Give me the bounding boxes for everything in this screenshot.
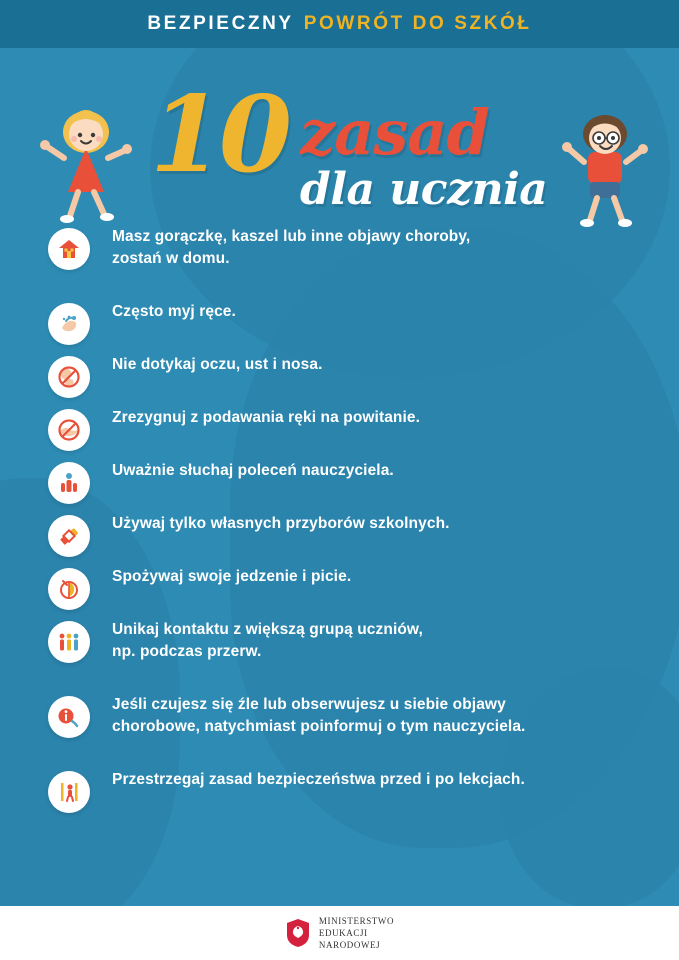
rule-line-1: Masz gorączkę, kaszel lub inne objawy choroby, — [112, 228, 471, 245]
list-item — [0, 301, 679, 351]
school-supplies-icon — [48, 515, 90, 557]
list-item-text — [112, 301, 236, 323]
list-item — [0, 769, 679, 819]
own-food-icon — [48, 568, 90, 610]
rule-line-1: Używaj tylko własnych przyborów szkolnych. — [112, 515, 450, 532]
footer — [0, 906, 679, 960]
ministry-line-1: MINISTERSTWO — [318, 915, 395, 926]
list-item — [0, 226, 679, 298]
inform-teacher-icon — [48, 696, 90, 738]
list-item — [0, 354, 679, 404]
list-item — [0, 566, 679, 616]
top-banner — [0, 0, 679, 48]
poster-body — [0, 48, 679, 906]
rule-line-1: Zrezygnuj z podawania ręki na powitanie. — [112, 409, 421, 426]
polish-eagle-crest-icon — [285, 918, 311, 948]
boy-illustration — [560, 110, 650, 235]
list-item-text — [112, 619, 423, 664]
school-supplies-item — [0, 513, 679, 563]
headline-number: 10 — [150, 72, 289, 196]
list-item-text — [112, 354, 322, 376]
banner-text-accent: POWRÓT DO SZKÓŁ — [303, 13, 532, 34]
house-icon — [48, 228, 90, 270]
headline-zasad: zasad — [300, 96, 489, 169]
ministry-name — [319, 915, 394, 951]
list-item-text — [112, 407, 420, 429]
headline-dla-ucznia: dla ucznia — [300, 164, 548, 215]
rule-line-1: Jeśli czujesz się źle lub obserwujesz u siebie objawy — [112, 696, 506, 713]
list-item-text — [112, 460, 394, 482]
rule-line-1: Uważnie słuchaj poleceń nauczyciela. — [112, 462, 394, 479]
list-item — [0, 694, 679, 766]
list-item — [0, 619, 679, 691]
rule-line-1: Przestrzegaj zasad bezpieczeństwa przed i po lekcjach. — [112, 771, 525, 788]
rules-list — [0, 226, 679, 822]
safety-rules-icon — [48, 771, 90, 813]
rule-line-1: Nie dotykaj oczu, ust i nosa. — [112, 356, 323, 373]
rule-line-2: np. podczas przerw. — [112, 643, 262, 661]
list-item-text — [112, 566, 351, 588]
list-item-text — [112, 769, 525, 791]
list-item-text — [112, 513, 450, 535]
banner-text-primary: BEZPIECZNY — [147, 13, 294, 34]
avoid-crowd-icon — [48, 621, 90, 663]
rule-line-1: Spożywaj swoje jedzenie i picie. — [112, 568, 352, 585]
list-item-text — [112, 694, 525, 739]
rule-line-1: Unikaj kontaktu z większą grupą uczniów, — [112, 621, 423, 638]
washing-hands-icon — [48, 303, 90, 345]
rule-line-1: Często myj ręce. — [112, 303, 236, 320]
rule-line-2: zostań w domu. — [112, 250, 230, 268]
list-item-text — [112, 226, 470, 271]
list-item — [0, 407, 679, 457]
no-touch-face-icon — [48, 356, 90, 398]
no-handshake-icon — [48, 409, 90, 451]
rule-line-2: chorobowe, natychmiast poinformuj o tym nauczyciela. — [112, 718, 526, 736]
ministry-line-3: NARODOWEJ — [318, 940, 381, 951]
ministry-line-2: EDUKACJI — [318, 927, 368, 938]
girl-illustration — [38, 106, 134, 231]
listen-teacher-icon — [48, 462, 90, 504]
list-item — [0, 460, 679, 510]
